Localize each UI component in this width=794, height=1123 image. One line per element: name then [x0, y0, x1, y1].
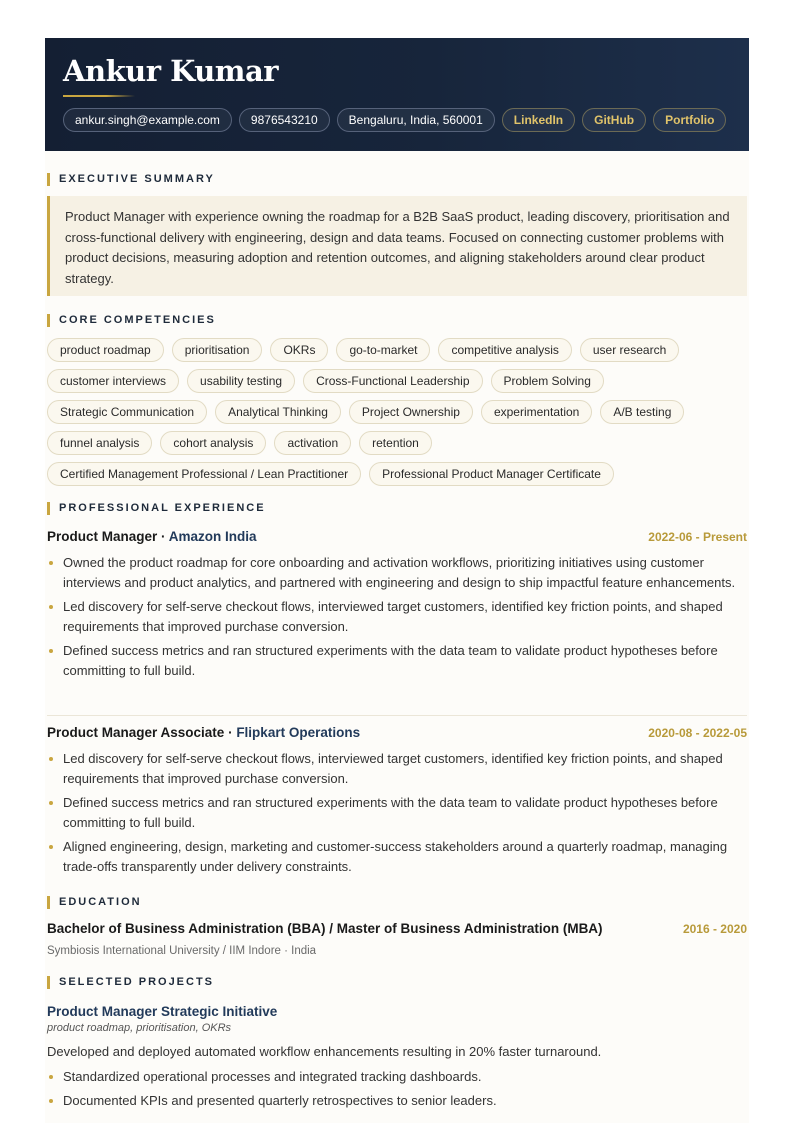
list-item: Documented KPIs and presented quarterly retrospectives to senior leaders. [47, 1091, 747, 1111]
competency-tag: customer interviews [47, 369, 179, 393]
list-item: Led discovery for self-serve checkout flows, interviewed target customers, identified key friction points, and shaped requirements that improved purchase conversion. [47, 597, 747, 637]
job-dates: 2020-08 - 2022-05 [648, 726, 747, 740]
resume-page [45, 38, 749, 1123]
job-title: Product Manager Associate [47, 725, 225, 740]
job-company: Amazon India [168, 529, 257, 544]
competency-tag: experimentation [481, 400, 592, 424]
list-item: Aligned engineering, design, marketing and customer-success stakeholders around a quarterly roadmap, managing trade-offs transparently under delivery constraints. [47, 837, 747, 877]
competency-tag: activation [274, 431, 351, 455]
contact-chips [63, 108, 726, 132]
tag-row [47, 369, 747, 393]
competency-tag: Problem Solving [491, 369, 604, 393]
competency-tag: go-to-market [336, 338, 430, 362]
portfolio-link[interactable]: Portfolio [653, 108, 726, 132]
tag-row [47, 400, 747, 424]
section-title-competencies: CORE COMPETENCIES [47, 314, 216, 326]
education-dates: 2016 - 2020 [682, 922, 747, 936]
education-header [47, 921, 747, 941]
job-title-line [47, 529, 257, 544]
tag-row [47, 338, 747, 362]
project-bullets [47, 1067, 747, 1111]
job-company: Flipkart Operations [236, 725, 361, 740]
competency-tag: usability testing [187, 369, 295, 393]
list-item: Owned the product roadmap for core onboarding and activation workflows, prioritizing initiatives using customer interviews and product analytics, and partnered with engineering and design to ship impactful feature enhancements. [47, 553, 747, 593]
summary-text: Product Manager with experience owning the roadmap for a B2B SaaS product, leading discovery, prioritisation and cross-functional delivery with engineering, design and data teams. Focused on connecting customer problems with product decisions, measuring adoption and retention outcomes, and aligning stakeholders around clear product strategy. [47, 196, 747, 296]
competency-tag: Certified Management Professional / Lean Practitioner [47, 462, 361, 486]
list-item: Defined success metrics and ran structured experiments with the data team to validate product hypotheses before committing to full build. [47, 793, 747, 833]
competency-tag: A/B testing [600, 400, 684, 424]
email-chip[interactable]: ankur.singh@example.com [63, 108, 232, 132]
job-bullets [47, 749, 747, 877]
competency-tag: funnel analysis [47, 431, 152, 455]
linkedin-link[interactable]: LinkedIn [502, 108, 575, 132]
job-header [47, 725, 747, 745]
competency-tag: cohort analysis [160, 431, 266, 455]
competency-tag: Project Ownership [349, 400, 473, 424]
job-entry [47, 725, 747, 881]
competency-tag: Strategic Communication [47, 400, 207, 424]
project-tags: product roadmap, prioritisation, OKRs [47, 1022, 232, 1034]
job-divider [47, 715, 747, 716]
competency-tag: user research [580, 338, 679, 362]
competency-tag: Analytical Thinking [215, 400, 341, 424]
job-title-line [47, 725, 360, 740]
competency-tag: competitive analysis [438, 338, 571, 362]
title-separator: · [224, 725, 237, 740]
github-link[interactable]: GitHub [582, 108, 646, 132]
education-entry [47, 921, 747, 957]
competency-tag: OKRs [270, 338, 328, 362]
job-header [47, 529, 747, 549]
phone-chip[interactable]: 9876543210 [239, 108, 330, 132]
job-bullets [47, 553, 747, 681]
name-underline [63, 95, 135, 97]
competency-tag: product roadmap [47, 338, 164, 362]
section-title-projects: SELECTED PROJECTS [47, 976, 214, 988]
list-item: Led discovery for self-serve checkout flows, interviewed target customers, identified key friction points, and shaped requirements that improved purchase conversion. [47, 749, 747, 789]
competency-tag: Cross-Functional Leadership [303, 369, 482, 393]
degree: Bachelor of Business Administration (BBA) / Master of Business Administration (MBA) [47, 921, 603, 936]
list-item: Standardized operational processes and integrated tracking dashboards. [47, 1067, 747, 1087]
resume-header [45, 38, 749, 151]
project-title: Product Manager Strategic Initiative [47, 1004, 278, 1019]
tag-row [47, 462, 747, 486]
section-title-education: EDUCATION [47, 896, 142, 908]
job-title: Product Manager [47, 529, 158, 544]
competency-tag: retention [359, 431, 432, 455]
school: Symbiosis International University / IIM Indore · India [47, 945, 317, 957]
list-item: Defined success metrics and ran structured experiments with the data team to validate product hypotheses before committing to full build. [47, 641, 747, 681]
section-title-summary: EXECUTIVE SUMMARY [47, 173, 215, 185]
title-separator: · [157, 529, 169, 544]
candidate-name: Ankur Kumar [63, 54, 279, 88]
project-entry [47, 1004, 747, 1115]
location-chip: Bengaluru, India, 560001 [337, 108, 495, 132]
competency-tag: prioritisation [172, 338, 263, 362]
project-description: Developed and deployed automated workflow enhancements resulting in 20% faster turnaround. [47, 1044, 602, 1059]
job-entry [47, 529, 747, 685]
tag-row [47, 431, 747, 455]
job-dates: 2022-06 - Present [648, 530, 747, 544]
competency-tag: Professional Product Manager Certificate [369, 462, 614, 486]
competency-tags [47, 338, 747, 493]
section-title-experience: PROFESSIONAL EXPERIENCE [47, 502, 266, 514]
